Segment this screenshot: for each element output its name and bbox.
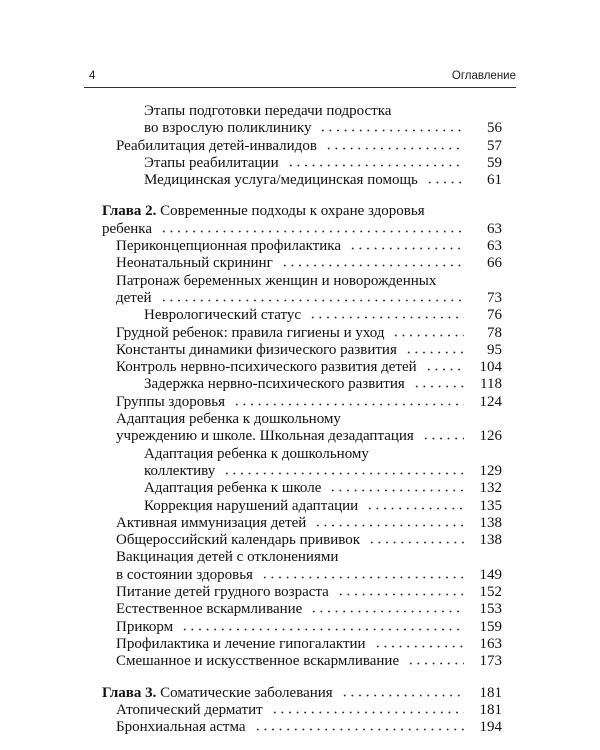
page-ref: 138 [479, 514, 502, 531]
page-ref: 95 [487, 341, 502, 358]
toc-entry[interactable] [102, 480, 502, 497]
toc-group-chapter-3 [102, 702, 502, 737]
leader-dots [349, 240, 464, 250]
page-ref: 138 [479, 532, 502, 549]
leader-dots [422, 430, 464, 440]
leader-dots [223, 465, 464, 475]
chapter-label: Глава 2. [102, 203, 157, 220]
entry-title: Патронаж беременных женщин и новорожденных [116, 272, 437, 289]
leader-dots [366, 500, 464, 510]
entry-title: во взрослую поликлинику [144, 120, 312, 137]
leader-dots [426, 174, 464, 184]
toc-chapter-2[interactable] [102, 203, 502, 238]
leader-dots [407, 655, 464, 665]
toc-entry[interactable] [102, 411, 502, 446]
section-gap [102, 671, 502, 685]
leader-dots [309, 309, 464, 319]
toc-entry[interactable] [102, 172, 502, 189]
leader-dots [287, 157, 464, 167]
running-title: Оглавление [451, 70, 516, 82]
entry-title: Прикорм [116, 618, 174, 635]
toc-entry[interactable] [102, 515, 502, 532]
leader-dots [329, 482, 464, 492]
toc-entry[interactable] [102, 255, 502, 272]
page-ref: 129 [479, 462, 502, 479]
entry-title: Реабилитация детей-инвалидов [116, 137, 317, 154]
leader-dots [405, 344, 464, 354]
toc-chapter-3[interactable] [102, 685, 502, 702]
page-ref: 63 [487, 238, 502, 255]
table-of-contents [102, 103, 502, 736]
page-ref: 56 [487, 120, 502, 137]
leader-dots [254, 721, 464, 731]
leader-dots [413, 378, 464, 388]
entry-title: Общероссийский календарь прививок [116, 532, 360, 549]
page-ref: 66 [487, 255, 502, 272]
leader-dots [368, 534, 464, 544]
entry-title: Вакцинация детей с отклонениями [116, 549, 339, 566]
toc-entry[interactable] [102, 376, 502, 393]
toc-entry[interactable] [102, 702, 502, 719]
toc-entry[interactable] [102, 238, 502, 255]
leader-dots [325, 140, 464, 150]
chapter-label: Глава 3. [102, 684, 157, 701]
page-ref: 63 [487, 220, 502, 237]
running-header [84, 70, 516, 86]
page-ref: 59 [487, 154, 502, 171]
page-ref: 132 [479, 480, 502, 497]
page-ref: 181 [479, 701, 502, 718]
page-ref: 78 [487, 324, 502, 341]
toc-entry[interactable] [102, 342, 502, 359]
toc-entry[interactable] [102, 619, 502, 636]
page-ref: 118 [480, 376, 502, 393]
leader-dots [425, 361, 464, 371]
leader-dots [337, 586, 464, 596]
leader-dots [314, 517, 464, 527]
toc-entry[interactable] [102, 636, 502, 653]
toc-entry[interactable] [102, 719, 502, 736]
leader-dots [271, 704, 464, 714]
toc-group-chapter-1-tail [102, 103, 502, 189]
page-ref: 76 [487, 307, 502, 324]
leader-dots [374, 638, 464, 648]
leader-dots [310, 603, 464, 613]
toc-entry[interactable] [102, 307, 502, 324]
leader-dots [281, 257, 464, 267]
entry-title: Адаптация ребенка к школе [144, 480, 322, 497]
entry-title: Профилактика и лечение гипогалактии [116, 635, 366, 652]
page-ref: 57 [487, 137, 502, 154]
entry-title: Контроль нервно-психического развития детей [116, 359, 417, 376]
toc-entry[interactable] [102, 498, 502, 515]
entry-title: Атопический дерматит [116, 701, 263, 718]
page-ref: 61 [487, 172, 502, 189]
toc-entry[interactable] [102, 103, 502, 138]
entry-title: Активная иммунизация детей [116, 514, 307, 531]
header-rule [84, 87, 516, 88]
toc-entry[interactable] [102, 155, 502, 172]
toc-entry[interactable] [102, 601, 502, 618]
entry-title: Неврологический статус [144, 307, 302, 324]
page-ref: 124 [479, 393, 502, 410]
leader-dots [233, 396, 464, 406]
entry-title: Группы здоровья [116, 393, 226, 410]
toc-entry[interactable] [102, 359, 502, 376]
toc-entry[interactable] [102, 273, 502, 308]
entry-title: Естественное вскармливание [116, 601, 303, 618]
entry-title: Бронхиальная астма [116, 719, 246, 736]
page-ref: 149 [479, 566, 502, 583]
leader-dots [341, 687, 464, 697]
entry-title: в состоянии здоровья [116, 566, 253, 583]
chapter-title: Соматические заболевания [160, 684, 333, 701]
leader-dots [160, 223, 464, 233]
entry-title: коллективу [144, 462, 216, 479]
page-ref: 163 [479, 635, 502, 652]
page-ref: 126 [479, 428, 502, 445]
page-ref: 181 [479, 684, 502, 701]
entry-title: детей [116, 289, 152, 306]
page-ref: 159 [479, 618, 502, 635]
entry-title: учреждению и школе. Школьная дезадаптация [116, 428, 414, 445]
toc-entry[interactable] [102, 325, 502, 342]
entry-title: Этапы подготовки передачи подростка [144, 103, 392, 119]
page-ref: 135 [479, 497, 502, 514]
page-ref: 104 [479, 359, 502, 376]
toc-group-chapter-2 [102, 238, 502, 670]
entry-title: Питание детей грудного возраста [116, 584, 329, 601]
toc-entry[interactable] [102, 446, 502, 481]
toc-entry[interactable] [102, 532, 502, 549]
page-ref: 153 [479, 601, 502, 618]
entry-title: Медицинская услуга/медицинская помощь [144, 172, 418, 189]
page-ref: 173 [479, 653, 502, 670]
entry-title: Смешанное и искусственное вскармливание [116, 653, 400, 670]
leader-dots [160, 292, 464, 302]
entry-title: Константы динамики физического развития [116, 341, 397, 358]
page-ref: 152 [479, 584, 502, 601]
leader-dots [261, 569, 464, 579]
toc-entry[interactable] [102, 584, 502, 601]
entry-title: Адаптация ребенка к дошкольному [116, 411, 341, 428]
leader-dots [392, 327, 464, 337]
leader-dots [319, 122, 464, 132]
toc-entry[interactable] [102, 653, 502, 670]
page-ref: 194 [479, 719, 502, 736]
page-number: 4 [89, 70, 96, 82]
entry-title: Этапы реабилитации [144, 154, 279, 171]
toc-entry[interactable] [102, 549, 502, 584]
chapter-title-cont: ребенка [102, 220, 152, 237]
leader-dots [181, 621, 464, 631]
entry-title: Неонатальный скрининг [116, 255, 273, 272]
entry-title: Грудной ребенок: правила гигиены и уход [116, 324, 385, 341]
entry-title: Адаптация ребенка к дошкольному [144, 445, 369, 462]
toc-entry[interactable] [102, 138, 502, 155]
entry-title: Периконцепционная профилактика [116, 238, 342, 255]
entry-title: Коррекция нарушений адаптации [144, 497, 359, 514]
toc-entry[interactable] [102, 394, 502, 411]
entry-title: Задержка нервно-психического развития [144, 376, 405, 393]
page-ref: 73 [487, 289, 502, 306]
section-gap [102, 189, 502, 203]
chapter-title: Современные подходы к охране здоровья [160, 203, 425, 220]
